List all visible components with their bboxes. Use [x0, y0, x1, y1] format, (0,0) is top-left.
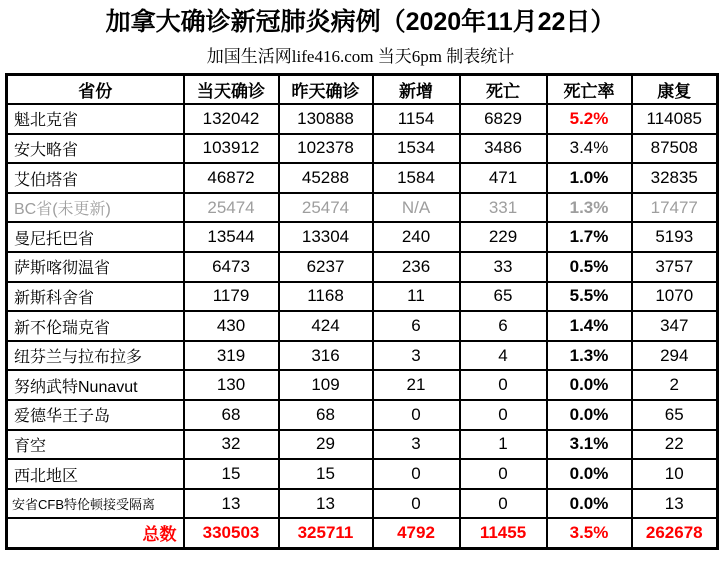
- page-title: 加拿大确诊新冠肺炎病例（2020年11月22日）: [105, 8, 616, 36]
- cell-new-cases: 1534: [373, 134, 460, 164]
- cell-today-confirmed: 68: [184, 400, 279, 430]
- cell-death-rate: 5.5%: [547, 282, 632, 312]
- table-row: [7, 311, 718, 341]
- cell-death-rate: 1.0%: [547, 163, 632, 193]
- cell-yesterday-confirmed: 15: [279, 459, 373, 489]
- cell-yesterday-confirmed: 13: [279, 489, 373, 519]
- cell-province: 萨斯喀彻温省: [7, 252, 184, 282]
- table-row: [7, 430, 718, 460]
- cell-new-cases: 11: [373, 282, 460, 312]
- cell-deaths: 471: [460, 163, 547, 193]
- cell-recovered: 17477: [632, 193, 718, 223]
- cell-new-cases: 1154: [373, 104, 460, 134]
- cell-yesterday-confirmed: 130888: [279, 104, 373, 134]
- total-death-rate: 3.5%: [547, 518, 632, 548]
- cell-today-confirmed: 319: [184, 341, 279, 371]
- table-row: [7, 341, 718, 371]
- total-row: [7, 518, 718, 548]
- total-yesterday-confirmed: 325711: [279, 518, 373, 548]
- total-province: 总数: [7, 518, 184, 548]
- header-province: 省份: [7, 75, 184, 105]
- cell-today-confirmed: 32: [184, 430, 279, 460]
- cell-new-cases: 3: [373, 341, 460, 371]
- cell-new-cases: 0: [373, 459, 460, 489]
- header-today-confirmed: 当天确诊: [184, 75, 279, 105]
- table-row: [7, 459, 718, 489]
- cell-yesterday-confirmed: 424: [279, 311, 373, 341]
- cell-today-confirmed: 430: [184, 311, 279, 341]
- cell-new-cases: 0: [373, 489, 460, 519]
- cell-death-rate: 0.5%: [547, 252, 632, 282]
- cell-deaths: 33: [460, 252, 547, 282]
- cell-today-confirmed: 103912: [184, 134, 279, 164]
- cell-yesterday-confirmed: 45288: [279, 163, 373, 193]
- cell-yesterday-confirmed: 25474: [279, 193, 373, 223]
- cell-province: BC省(未更新): [7, 193, 184, 223]
- cell-deaths: 229: [460, 222, 547, 252]
- header-death-rate: 死亡率: [547, 75, 632, 105]
- header-recovered: 康复: [632, 75, 718, 105]
- cell-yesterday-confirmed: 1168: [279, 282, 373, 312]
- header-deaths: 死亡: [460, 75, 547, 105]
- cell-new-cases: 240: [373, 222, 460, 252]
- cell-death-rate: 0.0%: [547, 400, 632, 430]
- cell-death-rate: 1.3%: [547, 341, 632, 371]
- cell-new-cases: 236: [373, 252, 460, 282]
- cell-recovered: 32835: [632, 163, 718, 193]
- cell-recovered: 347: [632, 311, 718, 341]
- cell-province: 魁北克省: [7, 104, 184, 134]
- cell-recovered: 65: [632, 400, 718, 430]
- cell-deaths: 0: [460, 400, 547, 430]
- cell-today-confirmed: 46872: [184, 163, 279, 193]
- table-row: [7, 400, 718, 430]
- cell-deaths: 6829: [460, 104, 547, 134]
- cell-today-confirmed: 132042: [184, 104, 279, 134]
- table-header: [7, 75, 718, 105]
- cell-death-rate: 3.1%: [547, 430, 632, 460]
- cell-yesterday-confirmed: 316: [279, 341, 373, 371]
- table-row: [7, 252, 718, 282]
- cell-death-rate: 1.7%: [547, 222, 632, 252]
- covid-stats-table: [5, 73, 719, 550]
- cell-deaths: 1: [460, 430, 547, 460]
- cell-today-confirmed: 1179: [184, 282, 279, 312]
- cell-deaths: 6: [460, 311, 547, 341]
- header-new-cases: 新增: [373, 75, 460, 105]
- cell-province: 爱德华王子岛: [7, 400, 184, 430]
- cell-new-cases: 1584: [373, 163, 460, 193]
- cell-recovered: 3757: [632, 252, 718, 282]
- cell-deaths: 0: [460, 370, 547, 400]
- cell-today-confirmed: 13544: [184, 222, 279, 252]
- cell-recovered: 5193: [632, 222, 718, 252]
- cell-deaths: 4: [460, 341, 547, 371]
- page-subtitle: 加国生活网life416.com 当天6pm 制表统计: [206, 47, 515, 66]
- cell-yesterday-confirmed: 109: [279, 370, 373, 400]
- cell-recovered: 10: [632, 459, 718, 489]
- total-recovered: 262678: [632, 518, 718, 548]
- total-deaths: 11455: [460, 518, 547, 548]
- cell-yesterday-confirmed: 68: [279, 400, 373, 430]
- cell-death-rate: 1.4%: [547, 311, 632, 341]
- table-row: [7, 163, 718, 193]
- cell-province: 西北地区: [7, 459, 184, 489]
- cell-yesterday-confirmed: 6237: [279, 252, 373, 282]
- cell-deaths: 331: [460, 193, 547, 223]
- table-row: [7, 193, 718, 223]
- cell-death-rate: 1.3%: [547, 193, 632, 223]
- cell-recovered: 13: [632, 489, 718, 519]
- cell-province: 安省CFB特伦顿接受隔离: [7, 489, 184, 519]
- cell-new-cases: 0: [373, 400, 460, 430]
- table-body: [7, 104, 718, 548]
- cell-yesterday-confirmed: 29: [279, 430, 373, 460]
- cell-new-cases: 3: [373, 430, 460, 460]
- total-new-cases: 4792: [373, 518, 460, 548]
- cell-province: 曼尼托巴省: [7, 222, 184, 252]
- cell-province: 新斯科舍省: [7, 282, 184, 312]
- cell-death-rate: 3.4%: [547, 134, 632, 164]
- cell-recovered: 22: [632, 430, 718, 460]
- cell-recovered: 114085: [632, 104, 718, 134]
- cell-yesterday-confirmed: 13304: [279, 222, 373, 252]
- cell-new-cases: 6: [373, 311, 460, 341]
- cell-today-confirmed: 15: [184, 459, 279, 489]
- table-row: [7, 282, 718, 312]
- cell-province: 安大略省: [7, 134, 184, 164]
- cell-new-cases: N/A: [373, 193, 460, 223]
- cell-deaths: 0: [460, 489, 547, 519]
- cell-today-confirmed: 6473: [184, 252, 279, 282]
- cell-province: 纽芬兰与拉布拉多: [7, 341, 184, 371]
- cell-recovered: 2: [632, 370, 718, 400]
- cell-deaths: 3486: [460, 134, 547, 164]
- table-row: [7, 489, 718, 519]
- cell-province: 育空: [7, 430, 184, 460]
- cell-recovered: 294: [632, 341, 718, 371]
- cell-today-confirmed: 13: [184, 489, 279, 519]
- cell-today-confirmed: 25474: [184, 193, 279, 223]
- table-row: [7, 222, 718, 252]
- cell-death-rate: 0.0%: [547, 459, 632, 489]
- cell-today-confirmed: 130: [184, 370, 279, 400]
- table-row: [7, 134, 718, 164]
- table-row: [7, 370, 718, 400]
- cell-province: 新不伦瑞克省: [7, 311, 184, 341]
- table-row: [7, 104, 718, 134]
- cell-new-cases: 21: [373, 370, 460, 400]
- header-row: [7, 75, 718, 105]
- cell-death-rate: 0.0%: [547, 489, 632, 519]
- header-yesterday-confirmed: 昨天确诊: [279, 75, 373, 105]
- cell-recovered: 1070: [632, 282, 718, 312]
- cell-death-rate: 5.2%: [547, 104, 632, 134]
- cell-recovered: 87508: [632, 134, 718, 164]
- cell-death-rate: 0.0%: [547, 370, 632, 400]
- cell-yesterday-confirmed: 102378: [279, 134, 373, 164]
- cell-province: 艾伯塔省: [7, 163, 184, 193]
- cell-deaths: 0: [460, 459, 547, 489]
- cell-deaths: 65: [460, 282, 547, 312]
- total-today-confirmed: 330503: [184, 518, 279, 548]
- cell-province: 努纳武特Nunavut: [7, 370, 184, 400]
